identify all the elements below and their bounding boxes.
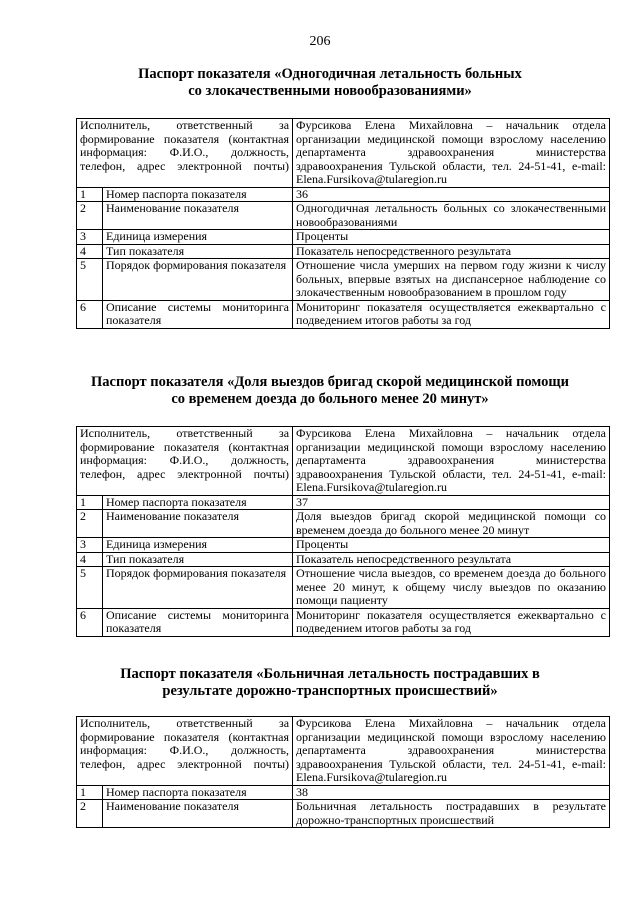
table-row [77, 608, 610, 636]
row-label: Номер паспорта показателя [103, 187, 293, 202]
row-number: 2 [77, 800, 103, 828]
table-row [77, 495, 610, 510]
row-label: Единица измерения [103, 538, 293, 553]
row-number: 1 [77, 495, 103, 510]
table-row [77, 552, 610, 567]
row-value: Показатель непосредственного результата [293, 552, 610, 567]
row-label: Порядок формирования показателя [103, 259, 293, 301]
table-row [77, 567, 610, 609]
row-label: Тип показателя [103, 244, 293, 259]
row-label: Единица измерения [103, 230, 293, 245]
row-value: Доля выездов бригад скорой медицинской помощи со временем доезда до больного менее 20 минут [293, 510, 610, 538]
row-label: Тип показателя [103, 552, 293, 567]
row-number: 1 [77, 785, 103, 800]
passport-table [76, 716, 610, 828]
row-number: 4 [77, 244, 103, 259]
row-label: Описание системы мониторинга показателя [103, 300, 293, 328]
row-label: Номер паспорта показателя [103, 785, 293, 800]
row-label: Описание системы мониторинга показателя [103, 608, 293, 636]
row-number: 5 [77, 259, 103, 301]
executor-value: Фурсикова Елена Михайловна – начальник отдела организации медицинской помощи взрослому населению департамента здравоохранения министерства здравоохранения Тульской области, тел. 24-51-41, e-mail: Elena.Fursikova@tularegion.ru [293, 119, 610, 188]
row-value: Проценты [293, 538, 610, 553]
passport-table [76, 426, 610, 637]
row-number: 2 [77, 510, 103, 538]
executor-row [77, 717, 610, 786]
row-value: Больничная летальность пострадавших в результате дорожно-транспортных происшествий [293, 800, 610, 828]
row-value: Проценты [293, 230, 610, 245]
row-number: 2 [77, 202, 103, 230]
row-number: 6 [77, 300, 103, 328]
table-row [77, 538, 610, 553]
executor-label: Исполнитель, ответственный за формирование показателя (контактная информация: Ф.И.О., должность, телефон, адрес электронной почты) [77, 427, 293, 496]
row-label: Номер паспорта показателя [103, 495, 293, 510]
table-row [77, 187, 610, 202]
row-label: Порядок формирования показателя [103, 567, 293, 609]
row-value: Мониторинг показателя осуществляется ежеквартально с подведением итогов работы за год [293, 608, 610, 636]
executor-row [77, 427, 610, 496]
row-value: 36 [293, 187, 610, 202]
table-row [77, 800, 610, 828]
title-line: результате дорожно-транспортных происшествий» [162, 683, 498, 699]
executor-value: Фурсикова Елена Михайловна – начальник отдела организации медицинской помощи взрослому населению департамента здравоохранения министерства здравоохранения Тульской области, тел. 24-51-41, e-mail: Elena.Fursikova@tularegion.ru [293, 717, 610, 786]
page-number: 206 [309, 34, 331, 49]
row-value: Отношение числа выездов, со временем доезда до больного менее 20 минут, к общему числу выездов по оказанию помощи пациенту [293, 567, 610, 609]
row-number: 3 [77, 230, 103, 245]
table-row [77, 300, 610, 328]
table-row [77, 202, 610, 230]
row-value: Одногодичная летальность больных со злокачественными новообразованиями [293, 202, 610, 230]
executor-row [77, 119, 610, 188]
table-row [77, 244, 610, 259]
table-row [77, 230, 610, 245]
title-line: со злокачественными новообразованиями» [188, 83, 472, 99]
executor-label: Исполнитель, ответственный за формирование показателя (контактная информация: Ф.И.О., должность, телефон, адрес электронной почты) [77, 717, 293, 786]
passport-title [60, 66, 600, 100]
passport-title [60, 666, 600, 700]
row-label: Наименование показателя [103, 800, 293, 828]
row-number: 6 [77, 608, 103, 636]
row-value: Показатель непосредственного результата [293, 244, 610, 259]
row-value: 37 [293, 495, 610, 510]
passport-title [60, 374, 600, 408]
table-row [77, 510, 610, 538]
row-value: Мониторинг показателя осуществляется ежеквартально с подведением итогов работы за год [293, 300, 610, 328]
title-line: Паспорт показателя «Больничная летальность пострадавших в [120, 666, 540, 682]
passport-table [76, 118, 610, 329]
title-line: Паспорт показателя «Одногодичная летальность больных [138, 66, 522, 82]
row-number: 3 [77, 538, 103, 553]
row-number: 1 [77, 187, 103, 202]
row-value: Отношение числа умерших на первом году жизни к числу больных, впервые взятых на диспансерное наблюдение со злокачественным новообразованием в прошлом году [293, 259, 610, 301]
executor-value: Фурсикова Елена Михайловна – начальник отдела организации медицинской помощи взрослому населению департамента здравоохранения министерства здравоохранения Тульской области, тел. 24-51-41, e-mail: Elena.Fursikova@tularegion.ru [293, 427, 610, 496]
row-label: Наименование показателя [103, 202, 293, 230]
row-number: 4 [77, 552, 103, 567]
row-value: 38 [293, 785, 610, 800]
row-label: Наименование показателя [103, 510, 293, 538]
table-row [77, 259, 610, 301]
executor-label: Исполнитель, ответственный за формирование показателя (контактная информация: Ф.И.О., должность, телефон, адрес электронной почты) [77, 119, 293, 188]
row-number: 5 [77, 567, 103, 609]
title-line: Паспорт показателя «Доля выездов бригад скорой медицинской помощи [91, 374, 569, 390]
table-row [77, 785, 610, 800]
title-line: со временем доезда до больного менее 20 минут» [171, 391, 489, 407]
